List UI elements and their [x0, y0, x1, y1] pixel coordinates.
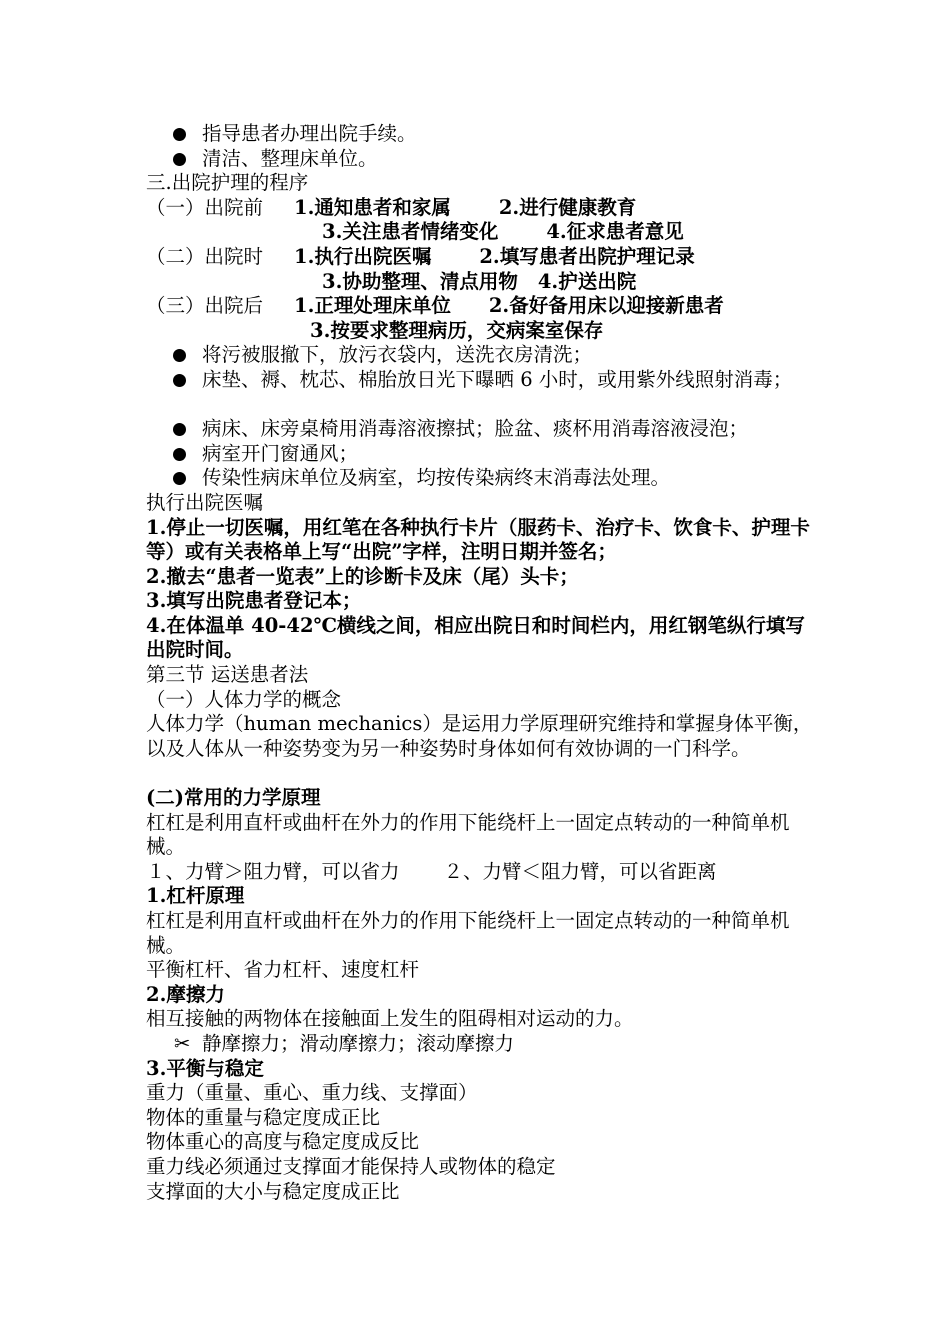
schedule-item: 2.备好备用床以迎接新患者: [488, 294, 724, 318]
paragraph: 支撑面的大小与稳定度成正比: [146, 1179, 400, 1203]
schedule-row-cont: [146, 319, 816, 344]
paragraph: 重力线必须通过支撑面才能保持人或物体的稳定: [146, 1154, 556, 1178]
friction-types: ✂ 静摩擦力；滑动摩擦力；滚动摩擦力: [174, 1031, 515, 1055]
bullet-item: 床垫、褥、枕芯、棉胎放日光下曝晒 6 小时，或用紫外线照射消毒；: [146, 368, 816, 417]
schedule-item: 4.护送出院: [537, 269, 637, 293]
scissors-icon: ✂: [174, 1031, 191, 1055]
section-heading: (二)常用的力学原理: [146, 786, 321, 810]
bullet-item: 病室开门窗通风；: [146, 442, 816, 467]
order-item: 1.停止一切医嘱，用红笔在各种执行卡片（服药卡、治疗卡、饮食卡、护理卡等）或有关表格单上写“出院”字样，注明日期并签名；: [146, 515, 810, 564]
document-body: [146, 122, 816, 1204]
schedule-item: 3.协助整理、清点用物: [322, 269, 518, 293]
schedule-row-cont: [146, 220, 816, 245]
paragraph: 重力（重量、重心、重力线、支撑面）: [146, 1081, 478, 1105]
bullet-item: 将污被服撤下，放污衣袋内，送洗衣房清洗；: [146, 343, 816, 368]
paragraph: 相互接触的两物体在接触面上发生的阻碍相对运动的力。: [146, 1007, 634, 1031]
order-item: 4.在体温单 40-42℃横线之间，相应出院日和时间栏内，用红钢笔纵行填写出院时间。: [146, 613, 805, 662]
order-item: 2.撤去“患者一览表”上的诊断卡及床（尾）头卡；: [146, 564, 579, 588]
bullet-dot-icon: [173, 153, 186, 166]
paragraph: 杠杠是利用直杆或曲杆在外力的作用下能绕杆上一固定点转动的一种简单机械。: [146, 810, 790, 859]
subsection-heading: 1.杠杆原理: [146, 884, 245, 908]
schedule-item: 4.征求患者意见: [546, 220, 684, 244]
schedule-item: 1.通知患者和家属: [294, 195, 451, 219]
order-item: 3.填写出院患者登记本；: [146, 589, 362, 613]
paragraph: 物体的重量与稳定度成正比: [146, 1105, 381, 1129]
schedule-item: 3.关注患者情绪变化: [322, 220, 499, 244]
subsection-heading: 2.摩擦力: [146, 982, 225, 1006]
bullet-item: 清洁、整理床单位。: [146, 147, 816, 172]
schedule-item: 1.执行出院医嘱: [294, 244, 432, 268]
schedule-label: （三）出院后: [146, 294, 264, 318]
bullet-dot-icon: [173, 472, 186, 485]
schedule-row: [146, 245, 816, 270]
schedule-item: 2.进行健康教育: [498, 195, 637, 219]
bullet-dot-icon: [173, 349, 186, 362]
section-heading: 三.出院护理的程序: [146, 171, 309, 195]
chapter-heading: 第三节 运送患者法: [146, 663, 309, 687]
paragraph: 人体力学（human mechanics）是运用力学原理研究维持和掌握身体平衡，以及人体从一种姿势变为另一种姿势时身体如何有效协调的一门科学。: [146, 712, 813, 760]
schedule-row-cont: [146, 270, 816, 295]
paragraph: 杠杠是利用直杆或曲杆在外力的作用下能绕杆上一固定点转动的一种简单机械。: [146, 909, 790, 957]
paragraph: 物体重心的高度与稳定度成反比: [146, 1130, 420, 1154]
bullet-item: 指导患者办理出院手续。: [146, 122, 816, 147]
paragraph: 平衡杠杆、省力杠杆、速度杠杆: [146, 958, 420, 982]
schedule-row: [146, 294, 816, 319]
schedule-item: 3.按要求整理病历，交病案室保存: [310, 318, 604, 342]
bullet-dot-icon: [173, 374, 186, 387]
section-heading: 执行出院医嘱: [146, 490, 264, 514]
schedule-item: 1.正理处理床单位: [294, 294, 451, 318]
bullet-dot-icon: [173, 423, 186, 436]
schedule-item: 2.填写患者出院护理记录: [479, 244, 695, 268]
subsection-heading: 3.平衡与稳定: [146, 1056, 264, 1080]
lever-compare: １、力臂＞阻力臂，可以省力 ２、力臂＜阻力臂，可以省距离: [146, 859, 717, 883]
schedule-row: [146, 196, 816, 221]
bullet-dot-icon: [173, 128, 186, 141]
bullet-dot-icon: [173, 448, 186, 461]
bullet-item: 病床、床旁桌椅用消毒溶液擦拭；脸盆、痰杯用消毒溶液浸泡；: [146, 417, 816, 442]
schedule-label: （二）出院时: [146, 244, 264, 268]
schedule-label: （一）出院前: [146, 195, 264, 219]
bullet-item: 传染性病床单位及病室，均按传染病终末消毒法处理。: [146, 466, 816, 491]
section-heading: （一）人体力学的概念: [146, 687, 342, 711]
